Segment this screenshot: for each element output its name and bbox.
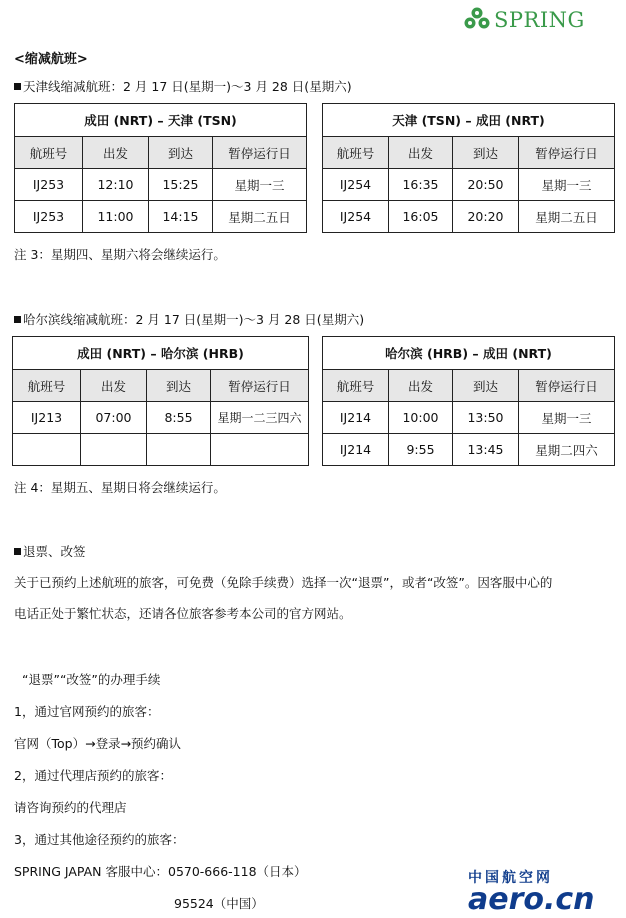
bullet-icon: [14, 316, 21, 323]
table-row: [323, 201, 615, 233]
cell-depart: 16:05: [389, 201, 453, 233]
col-header-depart: 出发: [81, 370, 147, 402]
table-row: [15, 201, 307, 233]
table-row: [323, 434, 615, 466]
table-row: [323, 402, 615, 434]
procedure-item-2-detail: 请咨询预约的代理店: [14, 800, 127, 815]
table-row: [15, 169, 307, 201]
cell-arrive: 13:45: [453, 434, 519, 466]
table-row: [13, 434, 309, 466]
cell-arrive: 15:25: [149, 169, 213, 201]
table-row: [323, 169, 615, 201]
table-title: 天津 (TSN) – 成田 (NRT): [323, 104, 615, 137]
col-header-arrive: 到达: [453, 137, 519, 169]
bullet-icon: [14, 548, 21, 555]
tianjin-return-table: [322, 103, 615, 233]
cell-flight: IJ254: [323, 201, 389, 233]
cell-depart: 16:35: [389, 169, 453, 201]
col-header-arrive: 到达: [149, 137, 213, 169]
procedure-item-3-detail-japan: SPRING JAPAN 客服中心：0570-666-118（日本）: [14, 864, 307, 879]
cell-flight: [13, 434, 81, 466]
table-title: 成田 (NRT) – 天津 (TSN): [15, 104, 307, 137]
table-title: 成田 (NRT) – 哈尔滨 (HRB): [13, 337, 309, 370]
col-header-suspend-days: 暂停运行日: [519, 137, 615, 169]
harbin-outbound-table: [12, 336, 309, 466]
spring-leaf-icon: [462, 6, 492, 34]
cell-flight: IJ214: [323, 434, 389, 466]
cell-suspend-days: 星期二五日: [213, 201, 307, 233]
logo-text: SPRING: [494, 8, 585, 32]
cell-depart: 12:10: [83, 169, 149, 201]
cell-flight: IJ253: [15, 169, 83, 201]
cell-suspend-days: 星期二四六: [519, 434, 615, 466]
cell-suspend-days: 星期一二三四六: [211, 402, 309, 434]
cell-arrive: [147, 434, 211, 466]
table-row: [13, 402, 309, 434]
col-header-flight: 航班号: [15, 137, 83, 169]
section-title: <缩减航班>: [14, 52, 88, 67]
aero-cn-watermark: [468, 867, 618, 915]
cell-flight: IJ253: [15, 201, 83, 233]
cell-flight: IJ214: [323, 402, 389, 434]
col-header-flight: 航班号: [323, 137, 389, 169]
cell-suspend-days: 星期一三: [213, 169, 307, 201]
cell-arrive: 20:20: [453, 201, 519, 233]
table-title: 哈尔滨 (HRB) – 成田 (NRT): [323, 337, 615, 370]
col-header-arrive: 到达: [453, 370, 519, 402]
refund-paragraph-line1: 关于已预约上述航班的旅客，可免费（免除手续费）选择一次“退票”，或者“改签”。因客服中心的: [14, 575, 553, 590]
refund-heading: 退票、改签: [14, 544, 86, 560]
col-header-depart: 出发: [389, 370, 453, 402]
cell-depart: 11:00: [83, 201, 149, 233]
col-header-suspend-days: 暂停运行日: [519, 370, 615, 402]
col-header-depart: 出发: [389, 137, 453, 169]
col-header-flight: 航班号: [323, 370, 389, 402]
cell-depart: 9:55: [389, 434, 453, 466]
refund-paragraph-line2: 电话正处于繁忙状态，还请各位旅客参考本公司的官方网站。: [14, 606, 352, 621]
tianjin-note: 注 3：星期四、星期六将会继续运行。: [14, 247, 226, 262]
watermark-en: aero.cn: [468, 882, 595, 917]
cell-suspend-days: 星期一三: [519, 402, 615, 434]
bullet-icon: [14, 83, 21, 90]
cell-arrive: 8:55: [147, 402, 211, 434]
procedure-item-1-detail: 官网（Top）→登录→预约确认: [14, 736, 182, 751]
cell-depart: 07:00: [81, 402, 147, 434]
harbin-note: 注 4：星期五、星期日将会继续运行。: [14, 480, 226, 495]
col-header-depart: 出发: [83, 137, 149, 169]
col-header-flight: 航班号: [13, 370, 81, 402]
cell-depart: [81, 434, 147, 466]
cell-flight: IJ213: [13, 402, 81, 434]
cell-suspend-days: 星期一三: [519, 169, 615, 201]
tianjin-heading: 天津线缩减航班：2 月 17 日(星期一)～3 月 28 日(星期六): [14, 79, 352, 95]
procedure-item-3-detail-china: 95524（中国）: [174, 896, 264, 911]
col-header-suspend-days: 暂停运行日: [211, 370, 309, 402]
col-header-suspend-days: 暂停运行日: [213, 137, 307, 169]
cell-suspend-days: [211, 434, 309, 466]
cell-suspend-days: 星期二五日: [519, 201, 615, 233]
col-header-arrive: 到达: [147, 370, 211, 402]
procedure-item-3: 3，通过其他途径预约的旅客：: [14, 832, 185, 847]
tianjin-outbound-table: [14, 103, 307, 233]
procedure-title: “退票”“改签”的办理手续: [22, 672, 161, 687]
cell-depart: 10:00: [389, 402, 453, 434]
cell-arrive: 14:15: [149, 201, 213, 233]
cell-arrive: 13:50: [453, 402, 519, 434]
procedure-item-1: 1，通过官网预约的旅客：: [14, 704, 160, 719]
spring-logo: [462, 6, 585, 34]
watermark-cn: 中国航空网: [468, 870, 553, 886]
harbin-heading: 哈尔滨线缩减航班：2 月 17 日(星期一)～3 月 28 日(星期六): [14, 312, 364, 328]
harbin-return-table: [322, 336, 615, 466]
cell-flight: IJ254: [323, 169, 389, 201]
procedure-item-2: 2，通过代理店预约的旅客：: [14, 768, 172, 783]
cell-arrive: 20:50: [453, 169, 519, 201]
